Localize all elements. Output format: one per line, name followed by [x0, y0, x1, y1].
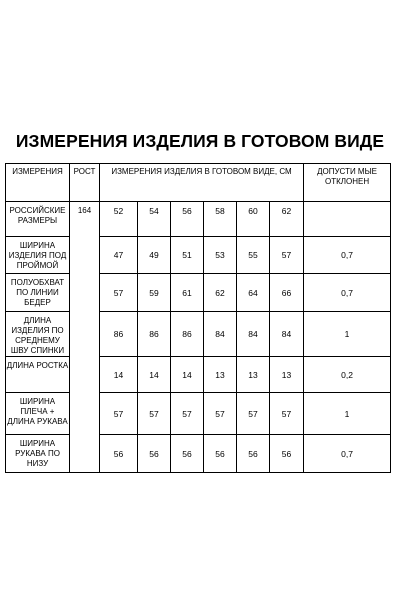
size-cell: 54: [138, 202, 171, 237]
header-row: [6, 164, 391, 202]
header-tolerance: ДОПУСТИ МЫЕ ОТКЛОНЕН: [304, 164, 391, 202]
size-cell: 57: [270, 237, 304, 274]
row-label: ШИРИНА РУКАВА ПО НИЗУ: [6, 435, 70, 473]
size-cell: 52: [100, 202, 138, 237]
size-cell: 64: [237, 274, 270, 312]
page-title: ИЗМЕРЕНИЯ ИЗДЕЛИЯ В ГОТОВОМ ВИДЕ: [15, 131, 385, 151]
size-cell: 58: [204, 202, 237, 237]
tolerance-cell: 1: [304, 393, 391, 435]
table-row: [6, 237, 391, 274]
size-cell: 56: [171, 435, 204, 473]
size-cell: 60: [237, 202, 270, 237]
size-cell: 47: [100, 237, 138, 274]
size-cell: 62: [270, 202, 304, 237]
header-rost: РОСТ: [70, 164, 100, 202]
table-row: [6, 357, 391, 393]
size-cell: 55: [237, 237, 270, 274]
size-cell: 49: [138, 237, 171, 274]
table-row: [6, 312, 391, 357]
table-row: [6, 274, 391, 312]
size-cell: 84: [204, 312, 237, 357]
size-cell: 57: [237, 393, 270, 435]
size-cell: 84: [270, 312, 304, 357]
size-cell: 57: [204, 393, 237, 435]
size-cell: 13: [204, 357, 237, 393]
tolerance-cell: 0,2: [304, 357, 391, 393]
size-cell: 57: [138, 393, 171, 435]
tolerance-cell: 0,7: [304, 274, 391, 312]
size-cell: 86: [171, 312, 204, 357]
size-cell: 56: [138, 435, 171, 473]
row-label: ШИРИНА ИЗДЕЛИЯ ПОД ПРОЙМОЙ: [6, 237, 70, 274]
size-cell: 56: [237, 435, 270, 473]
size-cell: 62: [204, 274, 237, 312]
table-row: [6, 393, 391, 435]
size-cell: 86: [138, 312, 171, 357]
row-label: ДЛИНА ИЗДЕЛИЯ ПО СРЕДНЕМУ ШВУ СПИНКИ: [6, 312, 70, 357]
size-cell: 56: [100, 435, 138, 473]
row-label: ШИРИНА ПЛЕЧА + ДЛИНА РУКАВА: [6, 393, 70, 435]
size-cell: 57: [270, 393, 304, 435]
table-row: [6, 202, 391, 237]
tolerance-cell: [304, 202, 391, 237]
size-cell: 14: [138, 357, 171, 393]
size-cell: 61: [171, 274, 204, 312]
row-label: ПОЛУОБХВАТ ПО ЛИНИИ БЕДЕР: [6, 274, 70, 312]
rost-value: 164: [70, 202, 100, 473]
row-label: РОССИЙСКИЕ РАЗМЕРЫ: [6, 202, 70, 237]
size-cell: 57: [100, 274, 138, 312]
size-cell: 13: [270, 357, 304, 393]
size-cell: 84: [237, 312, 270, 357]
size-cell: 57: [171, 393, 204, 435]
size-cell: 14: [171, 357, 204, 393]
size-cell: 56: [204, 435, 237, 473]
size-cell: 53: [204, 237, 237, 274]
row-label: ДЛИНА РОСТКА: [6, 357, 70, 393]
tolerance-cell: 0,7: [304, 435, 391, 473]
size-cell: 59: [138, 274, 171, 312]
size-cell: 13: [237, 357, 270, 393]
size-cell: 14: [100, 357, 138, 393]
header-measurements: ИЗМЕРЕНИЯ: [6, 164, 70, 202]
size-table: [5, 163, 391, 473]
size-cell: 86: [100, 312, 138, 357]
size-cell: 66: [270, 274, 304, 312]
size-cell: 51: [171, 237, 204, 274]
table-row: [6, 435, 391, 473]
tolerance-cell: 0,7: [304, 237, 391, 274]
size-cell: 56: [171, 202, 204, 237]
size-cell: 57: [100, 393, 138, 435]
header-finished-measurements: ИЗМЕРЕНИЯ ИЗДЕЛИЯ В ГОТОВОМ ВИДЕ, СМ: [100, 164, 304, 202]
size-cell: 56: [270, 435, 304, 473]
tolerance-cell: 1: [304, 312, 391, 357]
